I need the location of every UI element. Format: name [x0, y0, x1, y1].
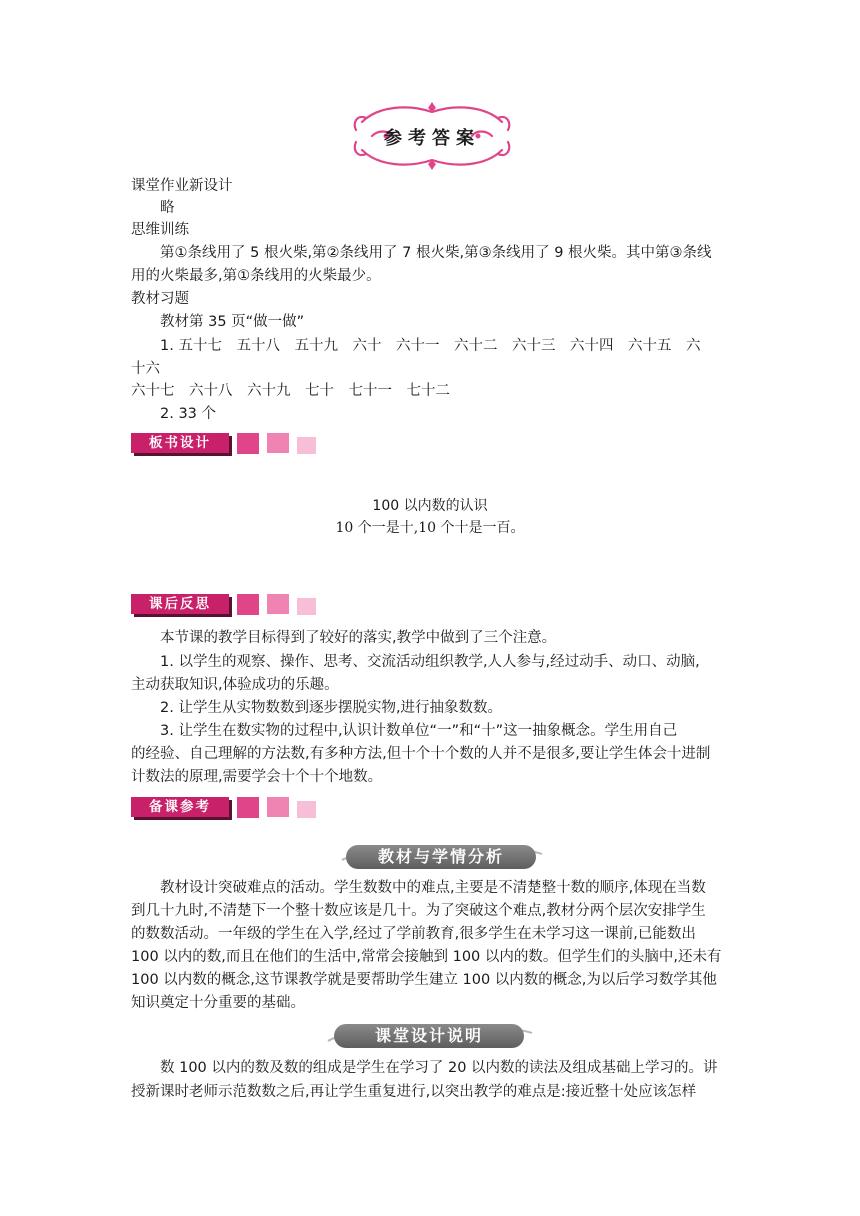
answer-title: 参考答案 — [384, 128, 480, 149]
thinking-answer-line-2: 用的火柴最多,第①条线用的火柴最少。 — [131, 268, 381, 284]
design-line: 授新课时老师示范数数之后,再让学生重复进行,以突出教学的难点是:接近整十处应该怎样 — [131, 1084, 697, 1100]
exercise-1-line-2: 十六 — [131, 361, 160, 377]
board-design-tag — [131, 433, 321, 457]
tag-square-icon — [267, 594, 289, 614]
board-design-label: 板书设计 — [131, 433, 229, 453]
tag-square-icon — [297, 598, 316, 615]
tag-square-icon — [237, 594, 259, 615]
exercise-2: 2. 33 个 — [160, 406, 217, 422]
analysis-line: 到几十九时,不清楚下一个整十数应该是几十。为了突破这个难点,教材分两个层次安排学生 — [131, 903, 706, 919]
tag-square-icon — [267, 433, 289, 453]
heading-thinking-training: 思维训练 — [131, 222, 189, 238]
reflection-line: 本节课的教学目标得到了较好的落实,教学中做到了三个注意。 — [160, 630, 557, 646]
reflection-line: 的经验、自己理解的方法数,有多种方法,但十个十个数的人并不是很多,要让学生体会十进制 — [131, 746, 711, 762]
class-design-header — [322, 1021, 536, 1051]
analysis-line: 教材设计突破难点的活动。学生数数中的难点,主要是不清楚整十数的顺序,体现在当数 — [160, 880, 706, 896]
heading-textbook-exercises: 教材习题 — [131, 291, 189, 307]
heading-classwork-design: 课堂作业新设计 — [131, 178, 233, 194]
reflection-tag — [131, 594, 321, 618]
reflection-line: 3. 让学生在数实物的过程中,认识计数单位“一”和“十”这一抽象概念。学生用自己 — [160, 723, 678, 739]
analysis-line: 100 以内的数,而且在他们的生活中,常常会接触到 100 以内的数。但学生们的头脑中,还未有 — [131, 949, 722, 965]
textbook-intro: 教材第 35 页“做一做” — [160, 314, 305, 330]
answer-banner — [348, 100, 516, 172]
tag-square-icon — [297, 437, 316, 454]
analysis-line: 知识奠定十分重要的基础。 — [131, 995, 305, 1011]
reflection-line: 1. 以学生的观察、操作、思考、交流活动组织教学,人人参与,经过动手、动口、动脑, — [160, 654, 700, 670]
tag-square-icon — [237, 797, 259, 818]
class-design-heading: 课堂设计说明 — [334, 1024, 524, 1048]
tag-square-icon — [267, 797, 289, 817]
classwork-answer: 略 — [160, 200, 175, 216]
analysis-header — [336, 842, 546, 872]
reflection-line: 2. 让学生从实物数数到逐步摆脱实物,进行抽象数数。 — [160, 700, 503, 716]
board-subtitle: 10 个一是十,10 个十是一百。 — [335, 520, 525, 536]
analysis-line: 100 以内数的概念,这节课教学就是要帮助学生建立 100 以内数的概念,为以后学习数学其他 — [131, 972, 717, 988]
analysis-line: 的数数活动。一年级的学生在入学,经过了学前教育,很多学生在未学习这一课前,已能数出 — [131, 926, 696, 942]
thinking-answer-line-1: 第①条线用了 5 根火柴,第②条线用了 7 根火柴,第③条线用了 9 根火柴。其中第③条线 — [160, 245, 712, 261]
reflection-line: 计数法的原理,需要学会十个十个地数。 — [131, 769, 383, 785]
design-line: 数 100 以内的数及数的组成是学生在学习了 20 以内数的读法及组成基础上学习的。讲 — [160, 1060, 718, 1076]
tag-square-icon — [237, 433, 259, 454]
reflection-label: 课后反思 — [131, 594, 229, 614]
lesson-reference-tag — [131, 797, 321, 821]
lesson-reference-label: 备课参考 — [131, 797, 229, 817]
analysis-heading: 教材与学情分析 — [346, 845, 536, 869]
exercise-1-line-1: 1. 五十七 五十八 五十九 六十 六十一 六十二 六十三 六十四 六十五 六 — [160, 338, 701, 354]
exercise-1-line-3: 六十七 六十八 六十九 七十 七十一 七十二 — [131, 383, 450, 399]
reflection-line: 主动获取知识,体验成功的乐趣。 — [131, 677, 339, 693]
board-title: 100 以内数的认识 — [372, 498, 488, 514]
tag-square-icon — [297, 801, 316, 818]
